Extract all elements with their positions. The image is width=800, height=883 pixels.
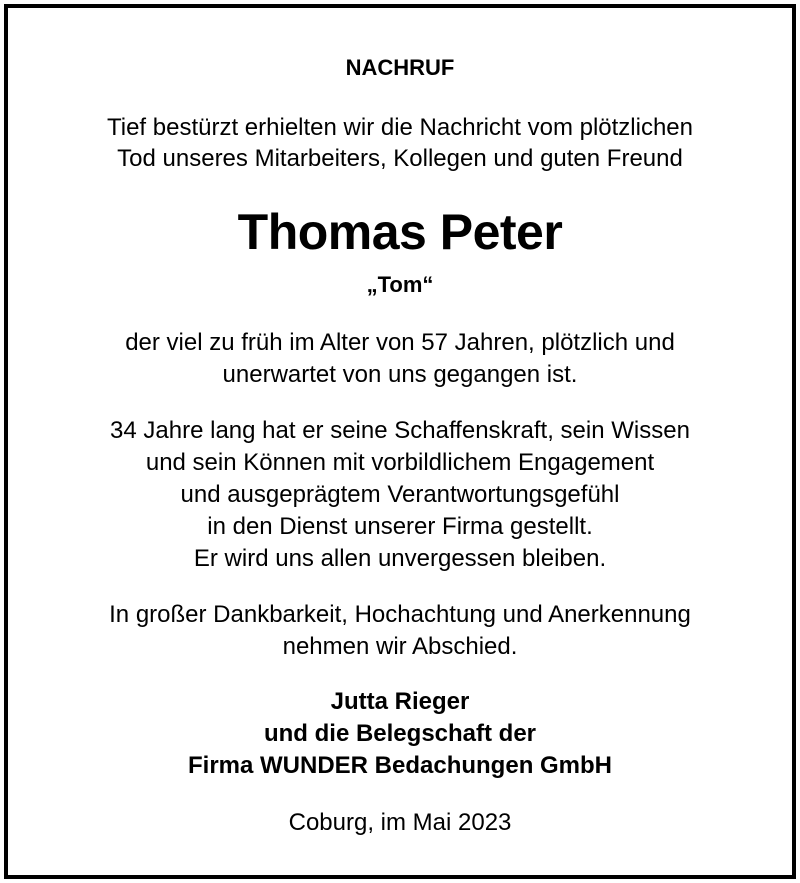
tribute-line-5: Er wird uns allen unvergessen bleiben. [193, 545, 607, 572]
signatory-company: Firma WUNDER Bedachungen GmbH [187, 752, 613, 779]
intro-line-2: Tod unseres Mitarbeiters, Kollegen und guten Freund [117, 145, 683, 172]
age-text-line-2: unerwartet von uns gegangen ist. [222, 361, 578, 388]
deceased-name: Thomas Peter [237, 204, 563, 260]
obituary-notice [4, 4, 796, 879]
farewell-line-1: In großer Dankbarkeit, Hochachtung und Anerkennung [109, 601, 691, 628]
deceased-nickname: „Tom“ [366, 272, 434, 297]
place-date: Coburg, im Mai 2023 [288, 809, 512, 836]
intro-line-1: Tief bestürzt erhielten wir die Nachricht vom plötzlichen [106, 114, 694, 141]
heading: NACHRUF [345, 55, 455, 80]
tribute-line-3: und ausgeprägtem Verantwortungsgefühl [180, 481, 620, 508]
tribute-line-2: und sein Können mit vorbildlichem Engagement [145, 449, 655, 476]
tribute-line-1: 34 Jahre lang hat er seine Schaffenskraft, sein Wissen [110, 417, 690, 444]
farewell-line-2: nehmen wir Abschied. [282, 633, 518, 660]
signatory-staff: und die Belegschaft der [263, 720, 537, 747]
signatory-name: Jutta Rieger [330, 688, 470, 715]
tribute-line-4: in den Dienst unserer Firma gestellt. [207, 513, 593, 540]
age-text-line-1: der viel zu früh im Alter von 57 Jahren, plötzlich und [125, 329, 675, 356]
